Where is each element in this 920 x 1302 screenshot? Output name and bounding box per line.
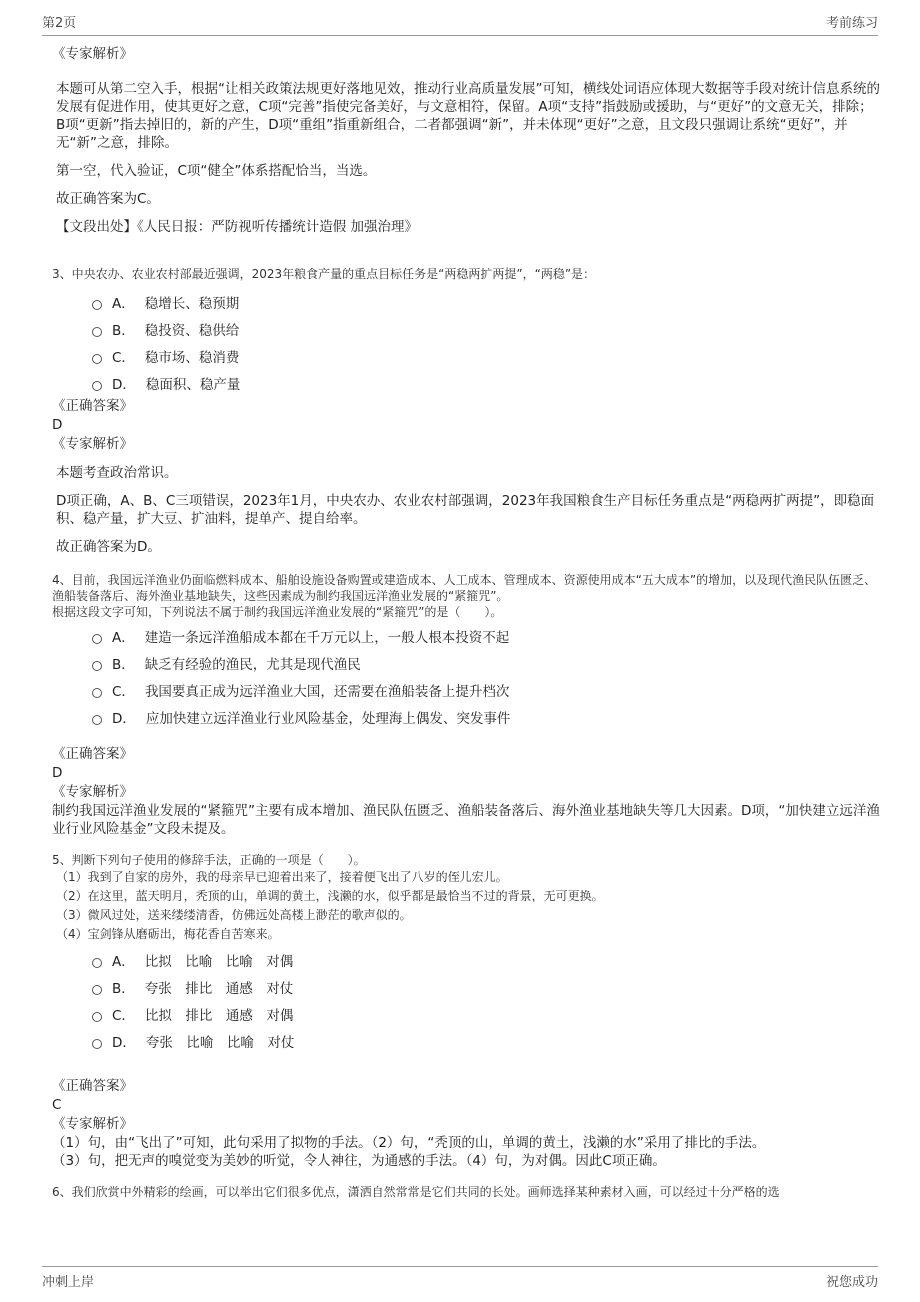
q3-question: 3、中央农办、农业农村部最近强调，2023年粮食产量的重点目标任务是“两稳两扩两提”，“两稳”是：	[52, 267, 596, 281]
q4-analysis: 制约我国远洋渔业发展的“紧箍咒”主要有成本增加、渔民队伍匮乏、渔船装备落后、海外渔业基地缺失等几大因素。D项，“加快建立远洋渔业行业风险基金”文段未提及。	[52, 803, 880, 837]
page-footer	[42, 1266, 878, 1290]
radio-icon[interactable]	[92, 354, 102, 364]
correct-answer-label: 《正确答案》	[52, 746, 133, 762]
q4-options	[92, 622, 880, 730]
radio-icon[interactable]	[92, 958, 102, 968]
q2-source: 【文段出处】《人民日报：严防视听传播统计造假 加强治理》	[56, 219, 419, 235]
radio-icon[interactable]	[92, 327, 102, 337]
correct-answer-label: 《正确答案》	[52, 398, 133, 414]
q5-option-a[interactable]: A． 比拟 比喻 比喻 对偶	[92, 946, 880, 973]
radio-icon[interactable]	[92, 985, 102, 995]
q4-option-c[interactable]: C． 我国要真正成为远洋渔业大国，还需要在渔船装备上提升档次	[92, 676, 880, 703]
q5-item-4: （4）宝剑锋从磨砺出，梅花香自苦寒来。	[56, 927, 280, 941]
q3-options	[92, 288, 880, 396]
correct-answer-label: 《正确答案》	[52, 1078, 133, 1094]
footer-left-text: 冲刺上岸	[42, 1275, 95, 1290]
radio-icon[interactable]	[92, 688, 102, 698]
q5-option-c[interactable]: C． 比拟 排比 通感 对偶	[92, 1000, 880, 1027]
q3-option-c[interactable]: C． 稳市场、稳消费	[92, 342, 880, 369]
q5-item-3: （3）微风过处，送来缕缕清香，仿佛远处高楼上渺茫的歌声似的。	[56, 908, 412, 922]
expert-analysis-label: 《专家解析》	[52, 436, 133, 452]
q2-analysis-1: 本题可从第二空入手，根据“让相关政策法规更好落地见效，推动行业高质量发展”可知，横线处词语应体现大数据等手段对统计信息系统的发展有促进作用，使其更好之意，C项“完善”指使完备美好，与文意相符，保留。A项“支持”指鼓励或援助，与“更好”的文意无关，排除；B项“更新”指去掉旧的，新的产生，D项“重组”指重新组合，二者都强调“新”，并未体现“更好”之意，且文段只强调让系统“更好”，并无“新”之意，排除。	[56, 81, 880, 151]
footer-right-text: 祝您成功	[825, 1275, 878, 1290]
q4-answer: D	[52, 765, 63, 781]
q3-option-a[interactable]: A． 稳增长、稳预期	[92, 288, 880, 315]
q2-conclusion: 故正确答案为C。	[56, 191, 160, 207]
q3-option-d[interactable]: D． 稳面积、稳产量	[92, 369, 880, 396]
q4-option-a[interactable]: A． 建造一条远洋渔船成本都在千万元以上，一般人根本投资不起	[92, 622, 880, 649]
q5-analysis-1: （1）句，由“飞出了”可知，此句采用了拟物的手法。（2）句，“秃顶的山，单调的黄土，浅濑的水”采用了排比的手法。	[52, 1135, 766, 1151]
q5-option-b[interactable]: B． 夸张 排比 通感 对仗	[92, 973, 880, 1000]
radio-icon[interactable]	[92, 1039, 102, 1049]
radio-icon[interactable]	[92, 634, 102, 644]
document-body	[52, 44, 880, 1200]
q5-analysis-2: （3）句，把无声的嗅觉变为美妙的听觉，令人神往，为通感的手法。（4）句，为对偶。因此C项正确。	[52, 1153, 666, 1169]
q3-answer: D	[52, 417, 63, 433]
q5-option-d[interactable]: D． 夸张 比喻 比喻 对仗	[92, 1027, 880, 1054]
page-header	[42, 12, 878, 36]
q5-item-2: （2）在这里，蓝天明月，秃顶的山，单调的黄土，浅濑的水，似乎都是最恰当不过的背景，无可更换。	[56, 889, 604, 903]
q4-option-d[interactable]: D． 应加快建立远洋渔业行业风险基金，处理海上偶发、突发事件	[92, 703, 880, 730]
q4-option-b[interactable]: B． 缺乏有经验的渔民，尤其是现代渔民	[92, 649, 880, 676]
page-number: 第2页	[42, 16, 77, 31]
expert-analysis-label: 《专家解析》	[52, 1116, 133, 1132]
q2-analysis-2: 第一空，代入验证，C项“健全”体系搭配恰当，当选。	[56, 163, 377, 179]
q3-conclusion: 故正确答案为D。	[56, 539, 161, 555]
q6-question: 6、我们欣赏中外精彩的绘画，可以举出它们很多优点，潇洒自然常常是它们共同的长处。画师选择某种素材入画，可以经过十分严格的选	[52, 1185, 780, 1199]
expert-analysis-label: 《专家解析》	[52, 46, 133, 62]
radio-icon[interactable]	[92, 661, 102, 671]
q5-options	[92, 946, 880, 1054]
q5-question: 5、判断下列句子使用的修辞手法，正确的一项是（ ）。	[52, 853, 366, 867]
radio-icon[interactable]	[92, 1012, 102, 1022]
radio-icon[interactable]	[92, 381, 102, 391]
q4-question-prompt: 根据这段文字可知，下列说法不属于制约我国远洋渔业发展的“紧箍咒”的是（ ）。	[52, 605, 503, 619]
radio-icon[interactable]	[92, 715, 102, 725]
expert-analysis-label: 《专家解析》	[52, 784, 133, 800]
header-title: 考前练习	[825, 16, 878, 31]
q5-answer: C	[52, 1097, 62, 1113]
q3-analysis-2: D项正确，A、B、C三项错误，2023年1月，中央农办、农业农村部强调，2023年我国粮食生产目标任务重点是“两稳两扩两提”，即稳面积、稳产量，扩大豆、扩油料，提单产、提自给率。	[56, 493, 875, 527]
q5-item-1: （1）我到了自家的房外，我的母亲早已迎着出来了，接着便飞出了八岁的侄儿宏儿。	[56, 870, 508, 884]
q3-analysis-1: 本题考查政治常识。	[56, 465, 178, 481]
q3-option-b[interactable]: B． 稳投资、稳供给	[92, 315, 880, 342]
q4-question: 4、目前，我国远洋渔业仍面临燃料成本、船舶设施设备购置或建造成本、人工成本、管理成本、资源使用成本“五大成本”的增加，以及现代渔民队伍匮乏、渔船装备落后、海外渔业基地缺失，这些因素成为制约我国远洋渔业发展的“紧箍咒”。	[52, 573, 877, 603]
radio-icon[interactable]	[92, 300, 102, 310]
